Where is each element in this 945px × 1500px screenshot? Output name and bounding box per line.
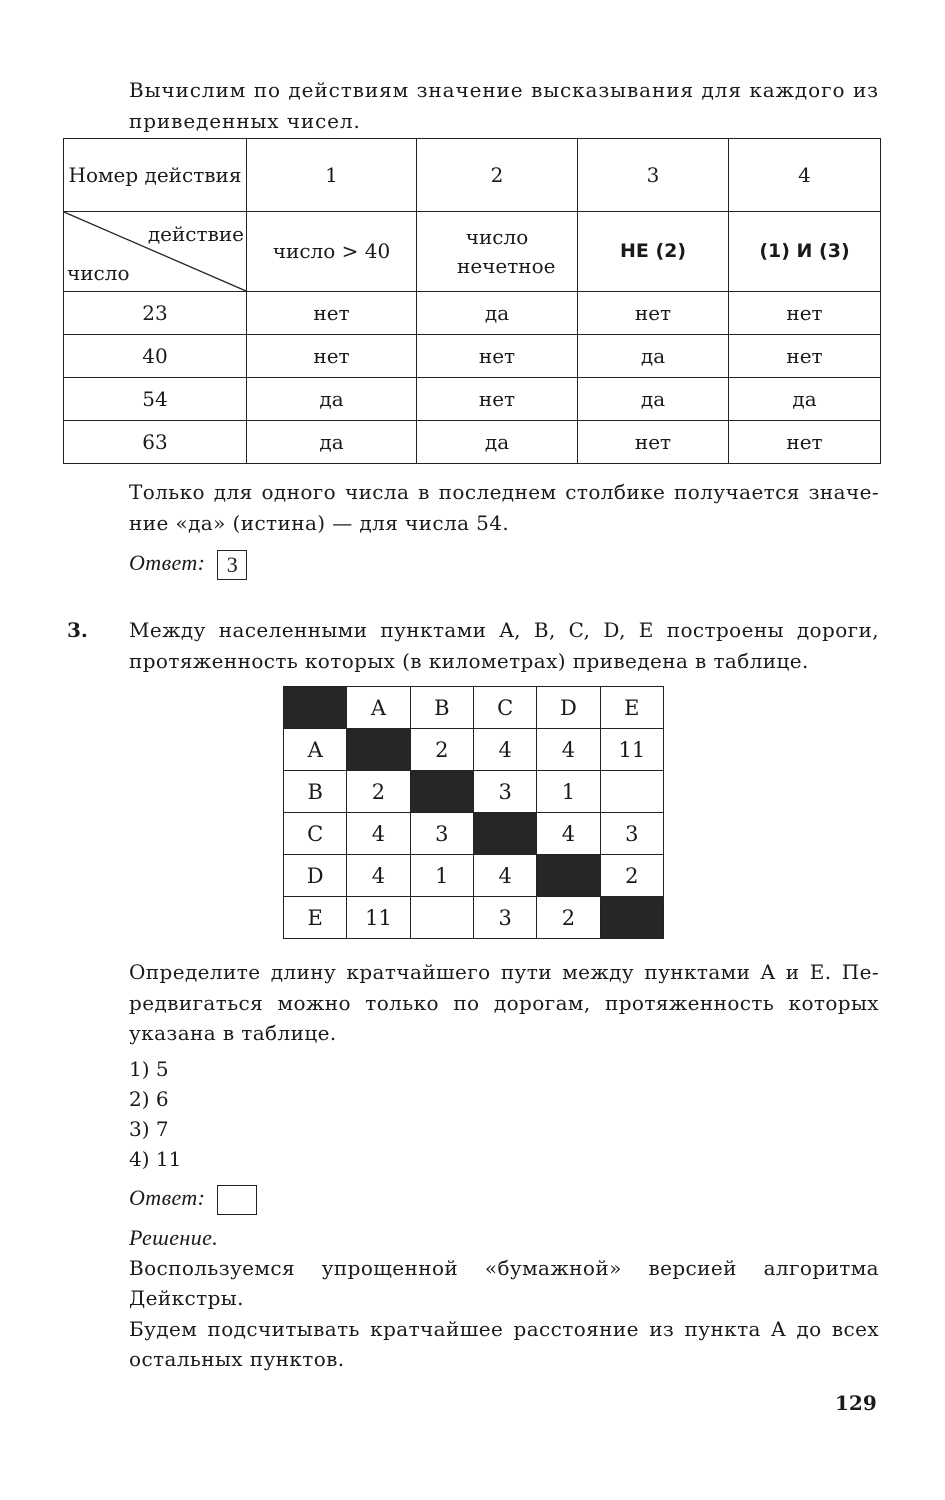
cell-value: да [578,378,729,421]
problem-text-line-2: протяженность которых (в километрах) приведена в таблице. [129,649,809,673]
distance-cell: 11 [347,897,410,939]
logic-table [63,138,881,464]
solution-label: Решение. [129,1225,219,1250]
cell-value: нет [247,335,417,378]
column-header: B [410,687,473,729]
diagonal-cell [410,771,473,813]
logic-actions-row [64,212,881,292]
problem-number: 3. [67,618,88,642]
option-4: 4) 11 [129,1147,182,1171]
conclusion-line-2: ние «да» (истина) — для числа 54. [129,511,510,535]
cell-value: да [417,421,578,464]
solution-line-2: Дейкстры. [129,1286,244,1310]
distance-cell: 3 [600,813,663,855]
row-number: 54 [64,378,247,421]
cell-value: нет [729,335,881,378]
intro-text: Вычислим по действиям значение высказывания для каждого из приведенных чисел. [129,78,879,133]
question-line-3: указана в таблице. [129,1021,337,1045]
action-label: НЕ (2) [578,212,729,292]
question-line-1: Определите длину кратчайшего пути между пунктами A и E. Пе- [129,960,879,984]
option-2: 2) 6 [129,1087,169,1111]
page-number: 129 [835,1391,877,1415]
solution-line-3: Будем подсчитывать кратчайшее расстояние из пункта A до всех [129,1317,879,1341]
question-line-2: редвигаться можно только по дорогам, протяженность которых [129,991,879,1015]
action-label: число > 40 [247,212,417,292]
action-number: 3 [578,139,729,212]
answer-2 [129,1182,879,1215]
row-header: C [284,813,347,855]
row-header: B [284,771,347,813]
table-row [284,855,664,897]
answer-label: Ответ: [129,550,206,575]
distance-cell: 11 [600,729,663,771]
action-label: (1) И (3) [729,212,881,292]
distance-cell: 4 [537,729,600,771]
cell-value: нет [417,335,578,378]
cell-value: да [247,378,417,421]
distance-cell: 1 [537,771,600,813]
cell-value: нет [578,292,729,335]
distance-header-row [284,687,664,729]
column-header: A [347,687,410,729]
action-number: 4 [729,139,881,212]
row-number: 40 [64,335,247,378]
answer-label: Ответ: [129,1185,206,1210]
action-number: 2 [417,139,578,212]
row-header: D [284,855,347,897]
table-row [64,292,881,335]
distance-cell: 4 [347,855,410,897]
diagonal-cell [537,855,600,897]
distance-cell: 1 [410,855,473,897]
logic-header-row [64,139,881,212]
distance-cell: 4 [537,813,600,855]
table-row [284,771,664,813]
column-header: E [600,687,663,729]
distance-cell: 2 [537,897,600,939]
column-header: D [537,687,600,729]
row-number: 23 [64,292,247,335]
cell-value: да [729,378,881,421]
diagonal-cell [473,813,536,855]
cell-value: нет [578,421,729,464]
cell-value: да [578,335,729,378]
cell-value: да [247,421,417,464]
distance-cell: 2 [347,771,410,813]
row-number: 63 [64,421,247,464]
cell-value: нет [247,292,417,335]
distance-table [283,686,664,939]
solution-line-4: остальных пунктов. [129,1347,345,1371]
distance-cell: 4 [473,855,536,897]
cell-value: да [417,292,578,335]
table-row [284,729,664,771]
problem-text-line-1: Между населенными пунктами A, B, C, D, E построены дороги, [129,618,879,642]
action-number-label: Номер действия [64,139,247,212]
option-1: 1) 5 [129,1057,169,1081]
table-row [64,378,881,421]
distance-cell [600,771,663,813]
distance-cell: 2 [410,729,473,771]
distance-cell: 3 [473,771,536,813]
action-number: 1 [247,139,417,212]
distance-cell: 2 [600,855,663,897]
column-header: C [473,687,536,729]
diagonal-cell [347,729,410,771]
diag-top-label: действие [147,222,244,246]
distance-cell: 3 [473,897,536,939]
option-3: 3) 7 [129,1117,169,1141]
table-row [64,421,881,464]
solution-line-1: Воспользуемся упрощенной «бумажной» версией алгоритма [129,1256,879,1280]
table-row [64,335,881,378]
distance-cell: 4 [347,813,410,855]
answer-box: 3 [217,550,247,580]
cell-value: нет [729,292,881,335]
table-row [284,813,664,855]
conclusion-line-1: Только для одного числа в последнем столбике получается значе- [129,480,879,504]
diagonal-header-cell [64,212,247,292]
table-row [284,897,664,939]
diagonal-cell [600,897,663,939]
distance-cell: 4 [473,729,536,771]
distance-cell: 3 [410,813,473,855]
corner-cell [284,687,347,729]
action-label: число нечетное [417,212,578,292]
answer-1 [129,547,879,580]
distance-cell [410,897,473,939]
row-header: E [284,897,347,939]
cell-value: нет [729,421,881,464]
answer-box-empty[interactable] [217,1185,257,1215]
cell-value: нет [417,378,578,421]
row-header: A [284,729,347,771]
diag-bottom-label: число [67,261,130,285]
